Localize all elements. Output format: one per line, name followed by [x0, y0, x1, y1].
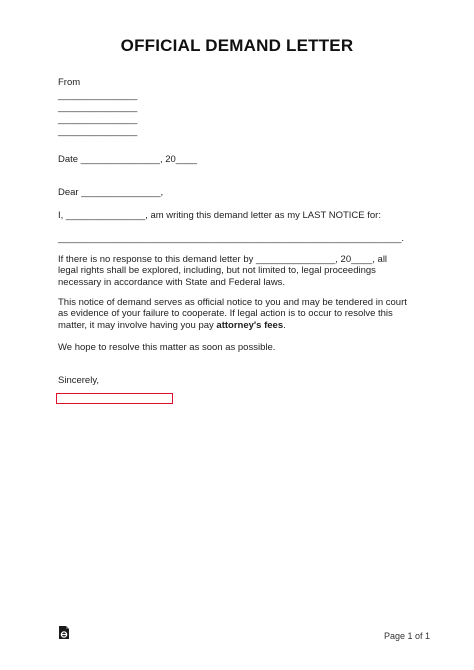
attorneys-fees-bold: attorney's fees	[216, 319, 284, 331]
from-line-1: _______________	[58, 90, 138, 101]
date-line: Date _______________, 20____	[58, 154, 197, 165]
page-number: Page 1 of 1	[383, 631, 430, 641]
paragraph-deadline	[58, 254, 418, 288]
closing-sincerely: Sincerely,	[58, 375, 100, 386]
paragraph-line: necessary in accordance with State and Federal laws.	[58, 276, 286, 288]
intro-line: I, _______________, am writing this demand letter as my LAST NOTICE for:	[58, 210, 381, 221]
paragraph-line-with-bold	[58, 320, 418, 331]
from-line-2: _______________	[58, 102, 138, 113]
salutation-line: Dear _______________,	[58, 187, 164, 198]
demand-blank-line: _________________________________________________________________.	[58, 233, 405, 244]
eforms-logo-icon	[58, 626, 70, 640]
signature-line: ____________________	[59, 394, 165, 404]
paragraph-line: This notice of demand serves as official notice to you and may be tendered in court	[58, 297, 407, 308]
closing-paragraph: We hope to resolve this matter as soon as possible.	[58, 342, 276, 353]
from-label: From	[58, 77, 81, 88]
period: .	[283, 319, 286, 331]
paragraph-text: matter, it may involve having you pay	[58, 319, 217, 331]
paragraph-line: If there is no response to this demand letter by _______________, 20____, all	[58, 254, 388, 265]
paragraph-line: legal rights shall be explored, including, but not limited to, legal proceedings	[58, 265, 376, 277]
from-line-4: _______________	[58, 126, 138, 137]
signature-field[interactable]	[56, 393, 173, 404]
paragraph-notice	[58, 297, 418, 331]
from-line-3: _______________	[58, 114, 138, 125]
paragraph-line: as evidence of your failure to cooperate. If legal action is to occur to resolve this	[58, 308, 393, 320]
document-title: OFFICIAL DEMAND LETTER	[120, 36, 354, 55]
